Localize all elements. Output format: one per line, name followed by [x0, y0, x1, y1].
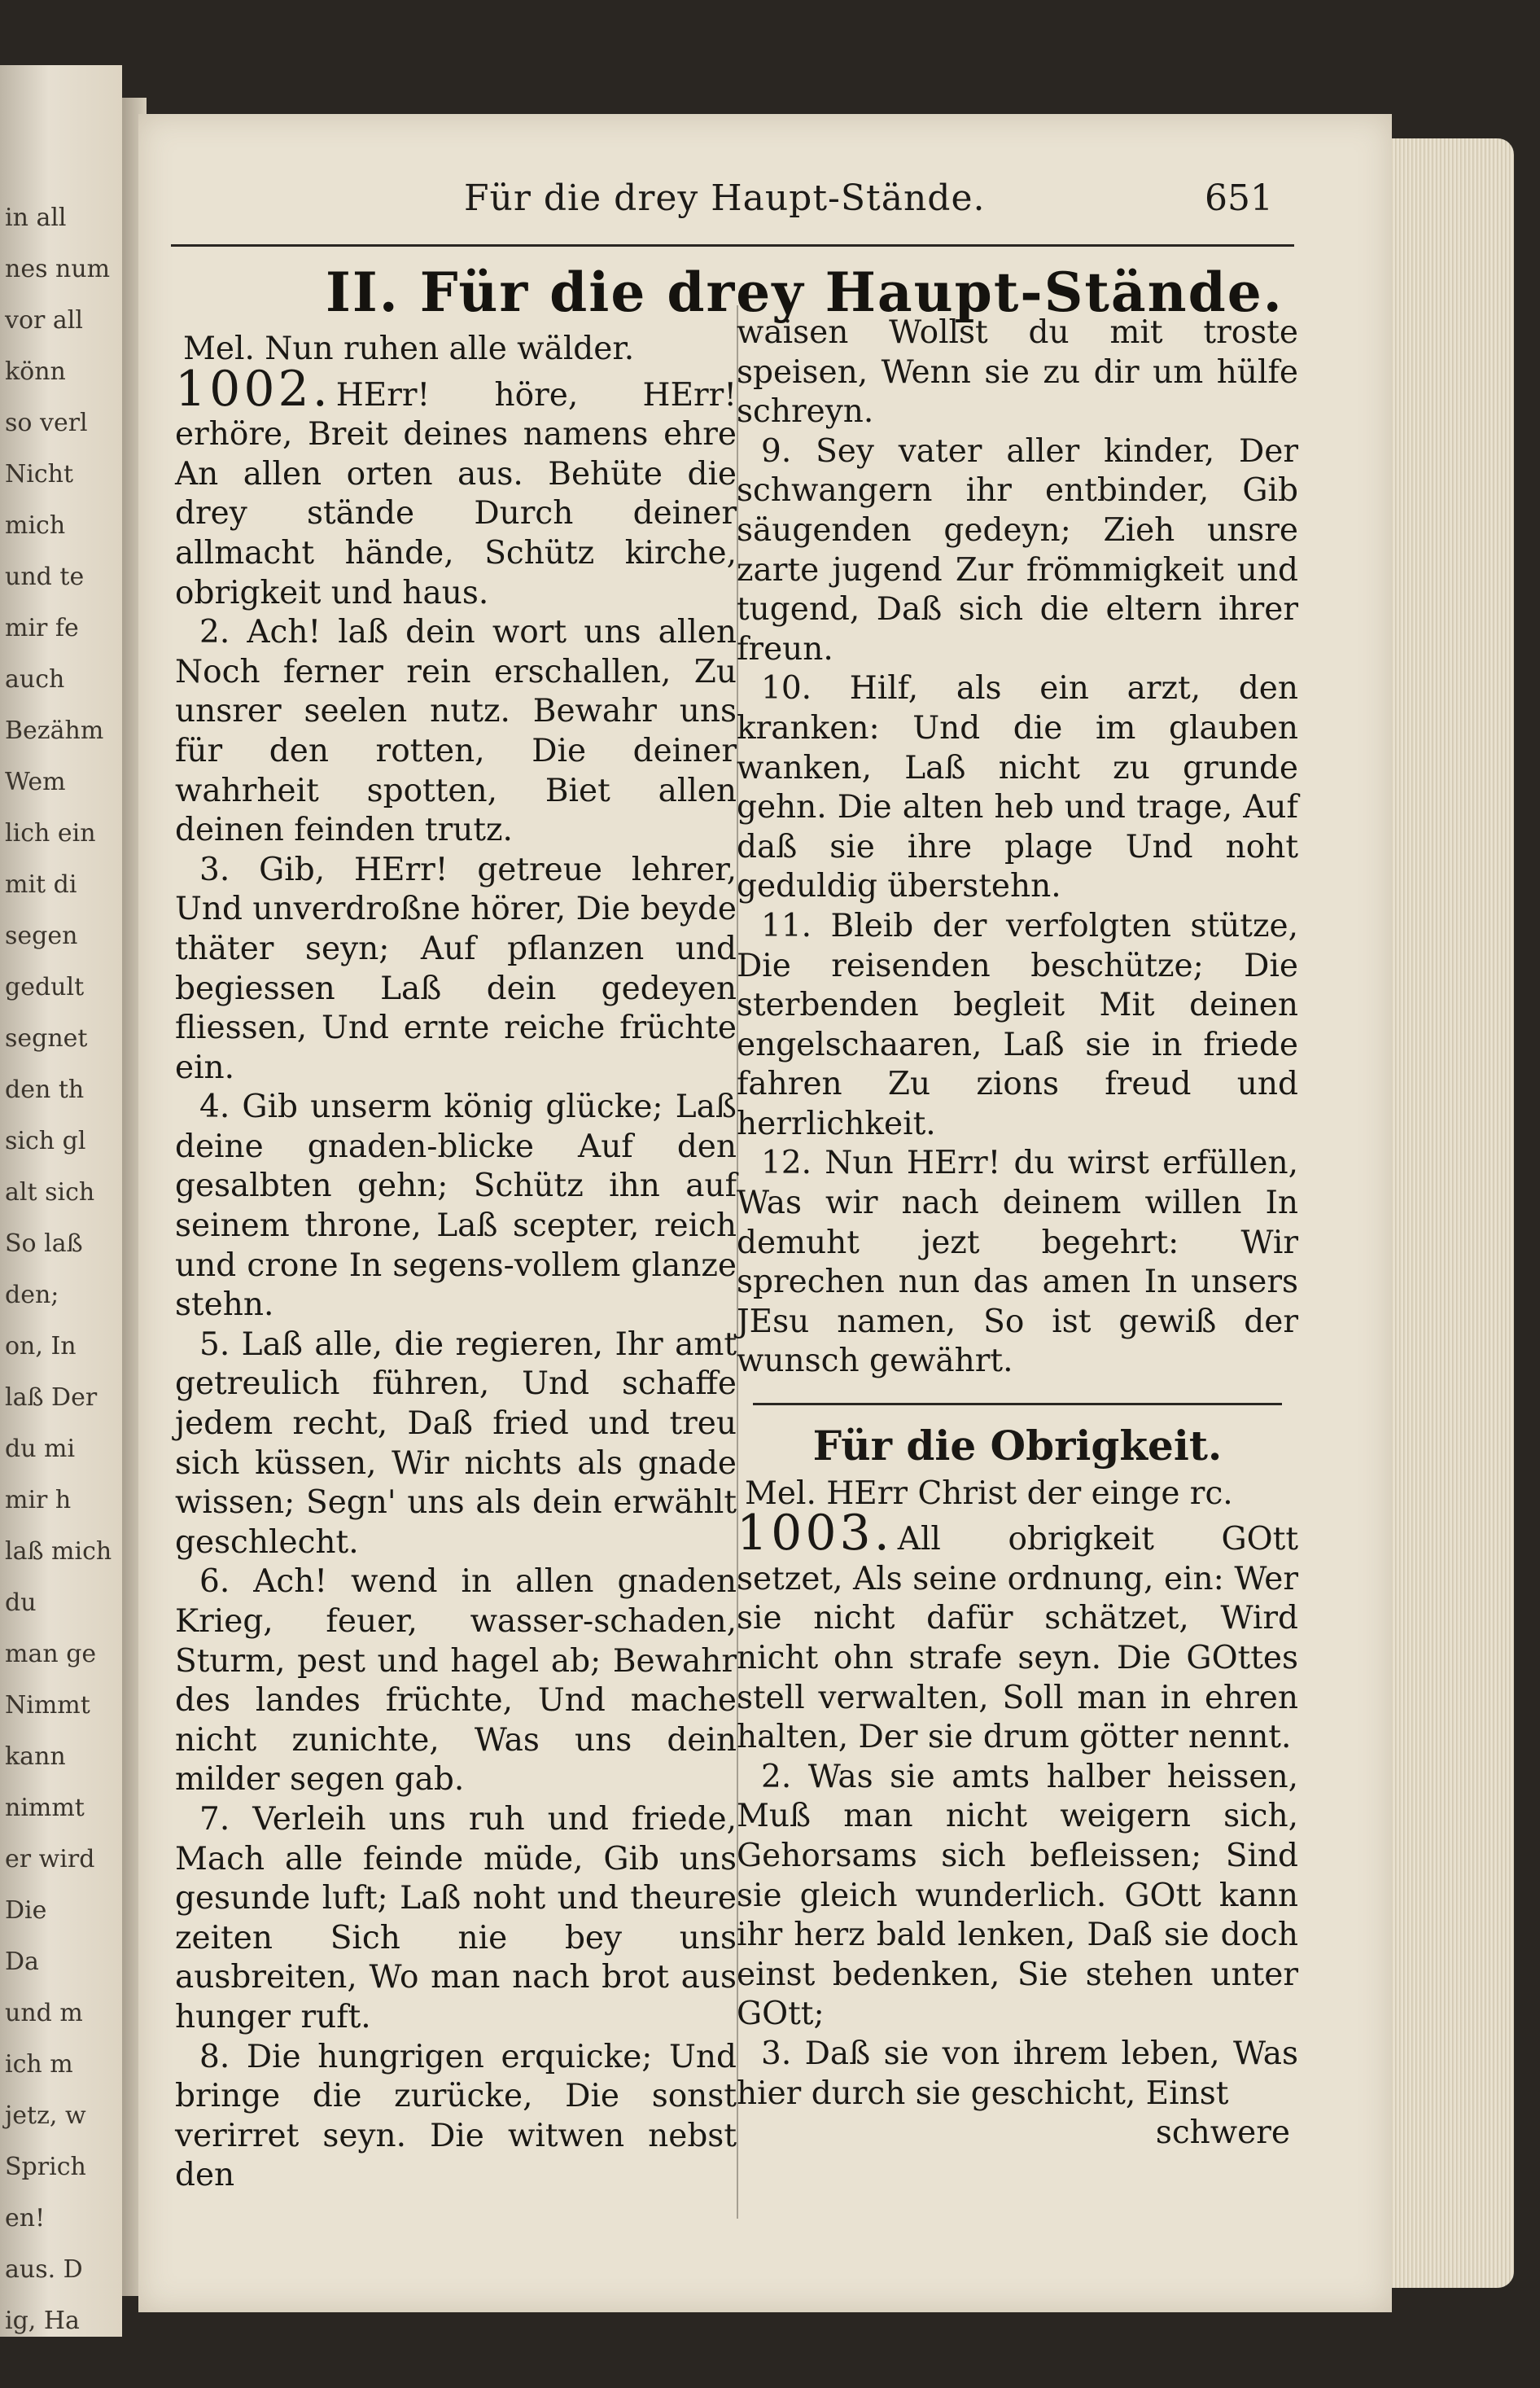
- previous-page-fragment: Die: [5, 1896, 47, 1925]
- previous-page-fragment: Nicht: [5, 460, 74, 489]
- previous-page-fragment: in all: [5, 204, 67, 232]
- section-rule: [753, 1403, 1282, 1405]
- verse: 6. Ach! wend in allen gnaden Krieg, feuer, wasser-schaden, Sturm, pest und hagel ab; Bewahr des landes früchte, Und mache nicht zunichte, Was uns dein milder segen gab.: [175, 1563, 737, 1799]
- previous-page-fragment: on, In: [5, 1332, 77, 1361]
- verse-continuation: waisen Wollst du mit troste speisen, Wenn sie zu dir um hülfe schreyn.: [737, 314, 1298, 431]
- previous-page-fragment: den;: [5, 1281, 59, 1309]
- previous-page-fragment: und te: [5, 563, 85, 591]
- previous-page-fragment: laß mich: [5, 1537, 112, 1566]
- verse: 8. Die hungrigen erquicke; Und bringe die zurücke, Die sonst verirret seyn. Die witwen nebst den: [175, 2038, 737, 2194]
- previous-page-fragment: laß Der: [5, 1383, 98, 1412]
- previous-page-fragment: mir fe: [5, 614, 79, 642]
- verse: 12. Nun HErr! du wirst erfüllen, Was wir nach deinem willen In demuht jezt begehrt: Wir sprechen nun das amen In unsers JEsu namen, So ist gewiß der wunsch gewährt.: [737, 1145, 1298, 1380]
- previous-page-fragment: Sprich: [5, 2153, 86, 2181]
- previous-page-fragment: du mi: [5, 1435, 76, 1463]
- previous-page-fragment: nimmt: [5, 1794, 85, 1822]
- previous-page-fragment: segen: [5, 922, 78, 950]
- previous-page-fragment: segnet: [5, 1024, 88, 1053]
- previous-page-fragment: du: [5, 1588, 37, 1617]
- verse: 2. Ach! laß dein wort uns allen Noch ferner rein erschallen, Zu unsrer seelen nutz. Bewahr uns für den rotten, Die deiner wahrheit spotten, Biet allen deinen feinden trutz.: [175, 614, 737, 849]
- hymn-1002-opening: [175, 360, 737, 614]
- book-page: [138, 114, 1392, 2312]
- previous-page-fragment: er wird: [5, 1845, 95, 1873]
- previous-page-fragment: auch: [5, 665, 65, 694]
- previous-page-fragment: vor all: [5, 306, 83, 335]
- previous-page-fragment: mit di: [5, 870, 77, 899]
- section-title: II. Für die drey Haupt-Stände.: [326, 261, 1284, 324]
- hymn-number: 1002.: [175, 360, 331, 418]
- hymn-number: 1003.: [737, 1505, 893, 1562]
- previous-page-fragment: nes num: [5, 255, 111, 283]
- previous-page-fragment: ich m: [5, 2050, 73, 2079]
- previous-page-fragment: jetz, w: [5, 2101, 86, 2130]
- subheading: Für die Obrigkeit.: [812, 1422, 1223, 1470]
- page-number: 651: [1205, 177, 1273, 219]
- verse: 7. Verleih uns ruh und friede, Mach alle feinde müde, Gib uns gesunde luft; Laß noht und theure zeiten Sich nie bey uns ausbreiten, Wo man nach brot aus hunger ruft.: [175, 1800, 737, 2035]
- previous-page-fragment: den th: [5, 1076, 85, 1104]
- previous-page-fragment: sich gl: [5, 1127, 86, 1155]
- previous-page-fragment: ig, Ha: [5, 2307, 80, 2335]
- verse: 10. Hilf, als ein arzt, den kranken: Und die im glauben wanken, Laß nicht zu grunde gehn. Die alten heb und trage, Auf daß sie ihre plage Und noht geduldig überstehn.: [737, 670, 1298, 905]
- previous-page-fragment: en!: [5, 2204, 46, 2232]
- hymn-first-stanza: HErr! höre, HErr! erhöre, Breit deines namens ehre An allen orten aus. Behüte die drey stände Durch deiner allmacht hände, Schütz kirche, obrigkeit und haus.: [175, 376, 737, 611]
- melody-line: Mel. Nun ruhen alle wälder.: [183, 331, 635, 367]
- catchword: schwere: [1155, 2114, 1290, 2152]
- verse: 11. Bleib der verfolgten stütze, Die reisenden beschütze; Die sterbenden begleit Mit deinen engelschaaren, Laß sie in friede fahren Zu zions freud und herrlichkeit.: [737, 907, 1298, 1142]
- previous-page-fragment: So laß: [5, 1229, 83, 1258]
- previous-page-fragment: Bezähm: [5, 716, 104, 745]
- page-block-edges: [1384, 138, 1514, 2288]
- previous-page-fragment: kann: [5, 1742, 66, 1771]
- melody-line: Mel. HErr Christ der einge rc.: [745, 1474, 1233, 1512]
- previous-page-fragment: man ge: [5, 1640, 97, 1668]
- previous-page-fragment: mich: [5, 511, 66, 540]
- verse: 2. Was sie amts halber heissen, Muß man nicht weigern sich, Gehorsams sich befleissen; Sind sie gleich wunderlich. GOtt kann ihr herz bald lenken, Daß sie doch einst bedenken, Sie stehen unter GOtt;: [737, 1758, 1298, 2033]
- previous-page-fragment: lich ein: [5, 819, 96, 848]
- verse: 3. Daß sie von ihrem leben, Was hier durch sie geschicht, Einst: [737, 2035, 1298, 2112]
- previous-page-edge: [0, 65, 122, 2337]
- previous-page-fragment: alt sich: [5, 1178, 95, 1207]
- left-column: [175, 330, 737, 2196]
- hymn-first-stanza: All obrigkeit GOtt setzet, Als seine ordnung, ein: Wer sie nicht dafür schätzet, Wird nicht ohn strafe seyn. Die GOttes stell verwalten, Soll man in ehren halten, Der sie drum götter nennt.: [737, 1521, 1298, 1756]
- header-rule: [171, 244, 1294, 247]
- running-head: [138, 177, 1392, 226]
- verse: 9. Sey vater aller kinder, Der schwangern ihr entbinder, Gib säugenden gedeyn; Zieh unsre zarte jugend Zur frömmigkeit und tugend, Daß sich die eltern ihrer freun.: [737, 432, 1298, 668]
- previous-page-fragment: so verl: [5, 409, 88, 437]
- right-column: [737, 313, 1298, 2154]
- previous-page-fragment: aus. D: [5, 2255, 83, 2284]
- previous-page-fragment: mir h: [5, 1486, 72, 1514]
- verse: 5. Laß alle, die regieren, Ihr amt getreulich führen, Und schaffe jedem recht, Daß fried und treu sich küssen, Wir nichts als gnade wissen; Segn' uns als dein erwählt geschlecht.: [175, 1325, 737, 1561]
- hymn-1003-opening: [737, 1505, 1298, 1758]
- verse: 3. Gib, HErr! getreue lehrer, Und unverdroßne hörer, Die beyde thäter seyn; Auf pflanzen und begiessen Laß dein gedeyen fliessen, Und ernte reiche früchte ein.: [175, 851, 737, 1086]
- previous-page-fragment: gedult: [5, 973, 85, 1001]
- previous-page-fragment: Nimmt: [5, 1691, 90, 1720]
- previous-page-fragment: könn: [5, 357, 66, 386]
- previous-page-fragment: Wem: [5, 768, 66, 796]
- verse: 4. Gib unserm könig glücke; Laß deine gnaden-blicke Auf den gesalbten gehn; Schütz ihn auf seinem throne, Laß scepter, reich und crone In segens-vollem glanze stehn.: [175, 1089, 737, 1324]
- previous-page-fragment: und m: [5, 1999, 83, 2027]
- previous-page-fragment: Da: [5, 1948, 39, 1976]
- running-title: Für die drey Haupt-Stände.: [464, 177, 986, 219]
